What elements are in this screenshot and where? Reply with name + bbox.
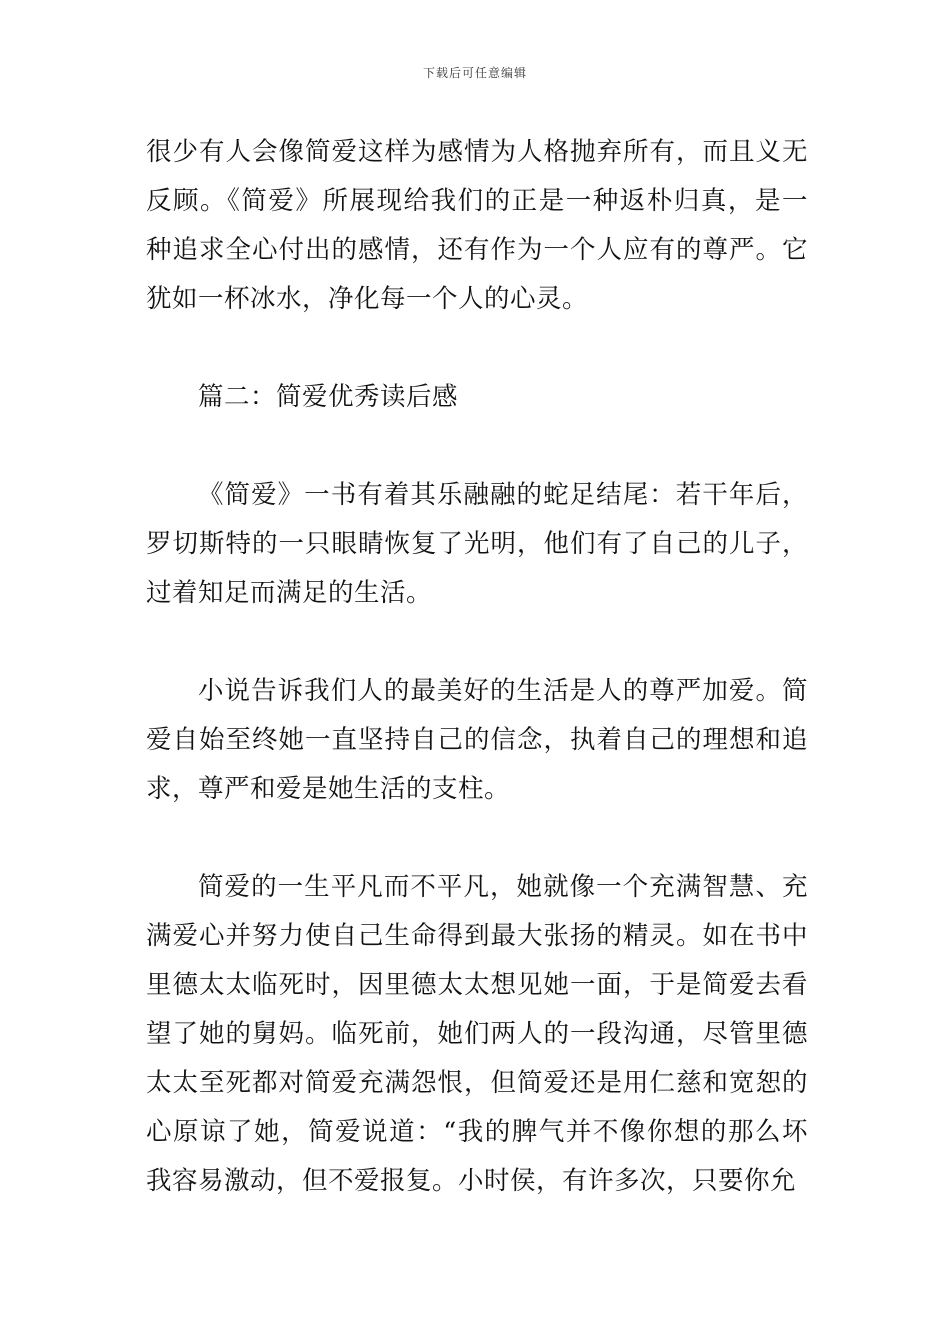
document-body [146,128,808,1206]
paragraph-ending: 《简爱》一书有着其乐融融的蛇足结尾：若干年后，罗切斯特的一只眼睛恢复了光明，他们有了自己的儿子，过着知足而满足的生活。 [146,480,808,608]
paragraph-jane-life: 简爱的一生平凡而不平凡，她就像一个充满智慧、充满爱心并努力使自己生命得到最大张扬的精灵。如在书中里德太太临死时，因里德太太想见她一面，于是简爱去看望了她的舅妈。临死前，她们两人的一段沟通，尽管里德太太至死都对简爱充满怨恨，但简爱还是用仁慈和宽恕的心原谅了她，简爱说道：“我的脾气并不像你想的那么坏我容易激动，但不爱报复。小时侯，有许多次，只要你允 [146,872,808,1196]
paragraph-dignity-love: 小说告诉我们人的最美好的生活是人的尊严加爱。简爱自始至终她一直坚持自己的信念，执着自己的理想和追求，尊严和爱是她生活的支柱。 [146,676,808,804]
paragraph-intro-continuation: 很少有人会像简爱这样为感情为人格抛弃所有，而且义无反顾。《简爱》所展现给我们的正是一种返朴归真，是一种追求全心付出的感情，还有作为一个人应有的尊严。它犹如一杯冰水，净化每一个人的心灵。 [146,137,808,314]
section-heading: 篇二：简爱优秀读后感 [198,382,459,412]
page-header-note: 下载后可任意编辑 [422,66,527,80]
